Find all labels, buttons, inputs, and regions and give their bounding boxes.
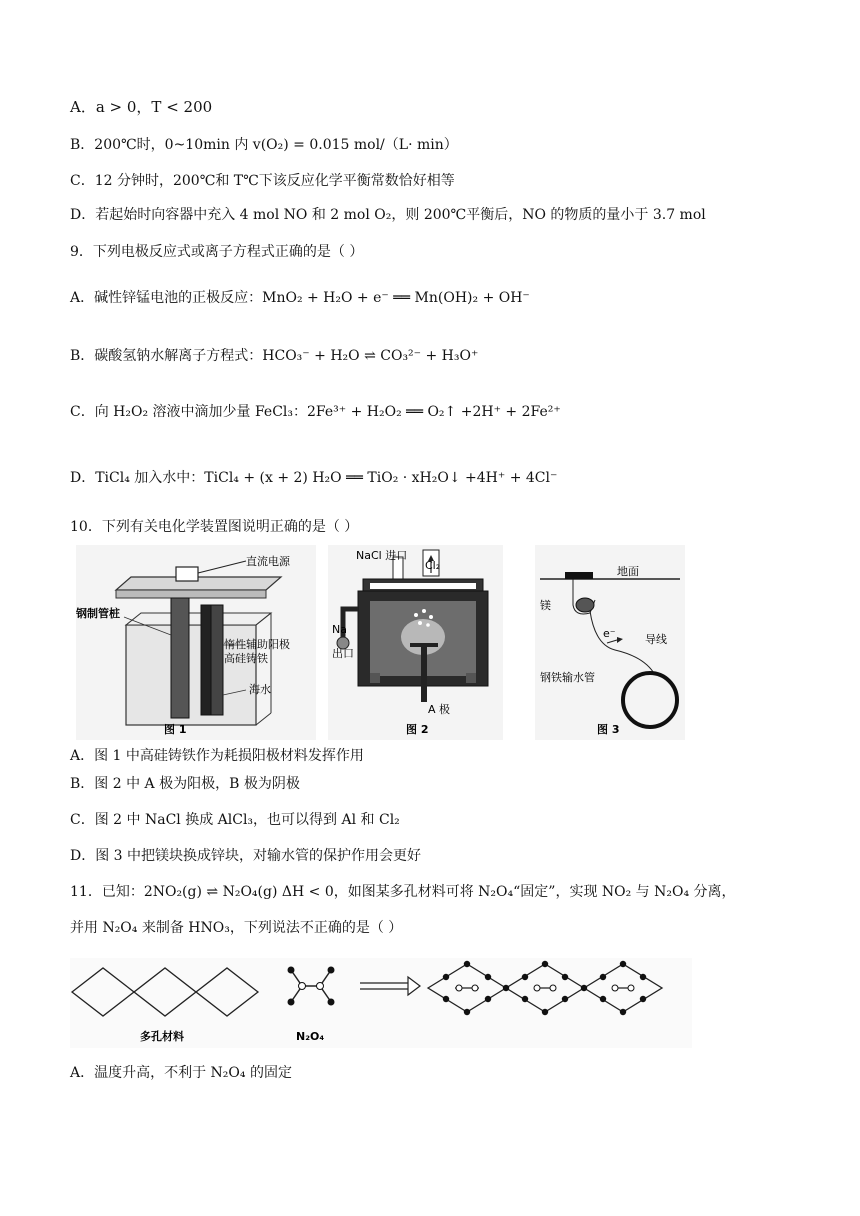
q10-stem: 10．下列有关电化学装置图说明正确的是（ ） — [70, 519, 359, 535]
label-a-electrode: A 极 — [428, 703, 451, 716]
label-ground: 地面 — [617, 565, 639, 578]
label-inert-anode: 惰性辅助阳极 — [224, 638, 290, 651]
power-supply-icon — [176, 567, 198, 581]
label-cl2: Cl₂ — [425, 559, 441, 572]
q11-stem-line2: 并用 N₂O₄ 来制备 HNO₃，下列说法不正确的是（ ） — [70, 920, 403, 936]
q8-option-a: A．a > 0，T < 200 — [70, 98, 213, 116]
label-outlet: 出口 — [332, 647, 354, 660]
steel-pile — [171, 598, 189, 718]
label-steel-pipe: 钢铁输水管 — [540, 671, 595, 684]
figure-3-caption: 图 3 — [597, 723, 620, 736]
figure-2-caption: 图 2 — [406, 723, 429, 736]
label-high-silicon-iron: 高硅铸铁 — [224, 652, 268, 665]
q9-stem: 9．下列电极反应式或离子方程式正确的是（ ） — [70, 244, 364, 260]
figure-1-cathodic-protection — [76, 545, 316, 740]
q10-option-c: C．图 2 中 NaCl 换成 AlCl₃，也可以得到 Al 和 Cl₂ — [70, 812, 400, 828]
q10-option-a: A．图 1 中高硅铸铁作为耗损阳极材料发挥作用 — [70, 748, 364, 764]
label-seawater: 海水 — [249, 683, 271, 696]
figure-11-porous-material — [70, 958, 692, 1048]
figure-2-electrolysis-cell — [328, 545, 503, 740]
q8-option-d: D．若起始时向容器中充入 4 mol NO 和 2 mol O₂，则 200℃平衡后，NO 的物质的量小于 3.7 mol — [70, 207, 706, 223]
q11-stem-line1: 11．已知：2NO₂(g) ⇌ N₂O₄(g) ΔH < 0，如图某多孔材料可将 N₂O₄“固定”，实现 NO₂ 与 N₂O₄ 分离， — [70, 884, 736, 900]
anode — [201, 605, 211, 715]
q9-option-c: C．向 H₂O₂ 溶液中滴加少量 FeCl₃：2Fe³⁺ + H₂O₂ ══ O₂↑ +2H⁺ + 2Fe²⁺ — [70, 404, 561, 420]
figure-3-sacrificial-anode — [535, 545, 685, 740]
magnesium-block — [576, 598, 594, 612]
q11-option-a: A．温度升高，不利于 N₂O₄ 的固定 — [70, 1065, 292, 1081]
label-wire: 导线 — [645, 633, 667, 646]
label-na: Na — [332, 623, 347, 636]
q9-option-d: D．TiCl₄ 加入水中：TiCl₄ + (x + 2) H₂O ══ TiO₂ · xH₂O↓ +4H⁺ + 4Cl⁻ — [70, 470, 558, 486]
q8-option-c: C．12 分钟时，200℃和 T℃下该反应化学平衡常数恰好相等 — [70, 173, 455, 189]
q9-option-a: A．碱性锌锰电池的正极反应：MnO₂ + H₂O + e⁻ ══ Mn(OH)₂ + OH⁻ — [70, 290, 530, 306]
label-dc-power: 直流电源 — [246, 555, 290, 568]
label-n2o4: N₂O₄ — [296, 1030, 325, 1043]
figure-1-caption: 图 1 — [164, 723, 187, 736]
label-nacl-inlet: NaCl 进口 — [356, 549, 408, 562]
label-porous-material: 多孔材料 — [140, 1030, 184, 1043]
label-steel-pile: 钢制管桩 — [76, 607, 120, 620]
label-magnesium: 镁 — [540, 599, 551, 612]
label-electron: e⁻ — [603, 627, 616, 640]
q8-option-b: B．200℃时，0~10min 内 v(O₂) = 0.015 mol/（L· min） — [70, 137, 458, 153]
q10-option-b: B．图 2 中 A 极为阳极，B 极为阴极 — [70, 776, 300, 792]
q10-option-d: D．图 3 中把镁块换成锌块，对输水管的保护作用会更好 — [70, 848, 422, 864]
q9-option-b: B．碳酸氢钠水解离子方程式：HCO₃⁻ + H₂O ⇌ CO₃²⁻ + H₃O⁺ — [70, 348, 479, 364]
